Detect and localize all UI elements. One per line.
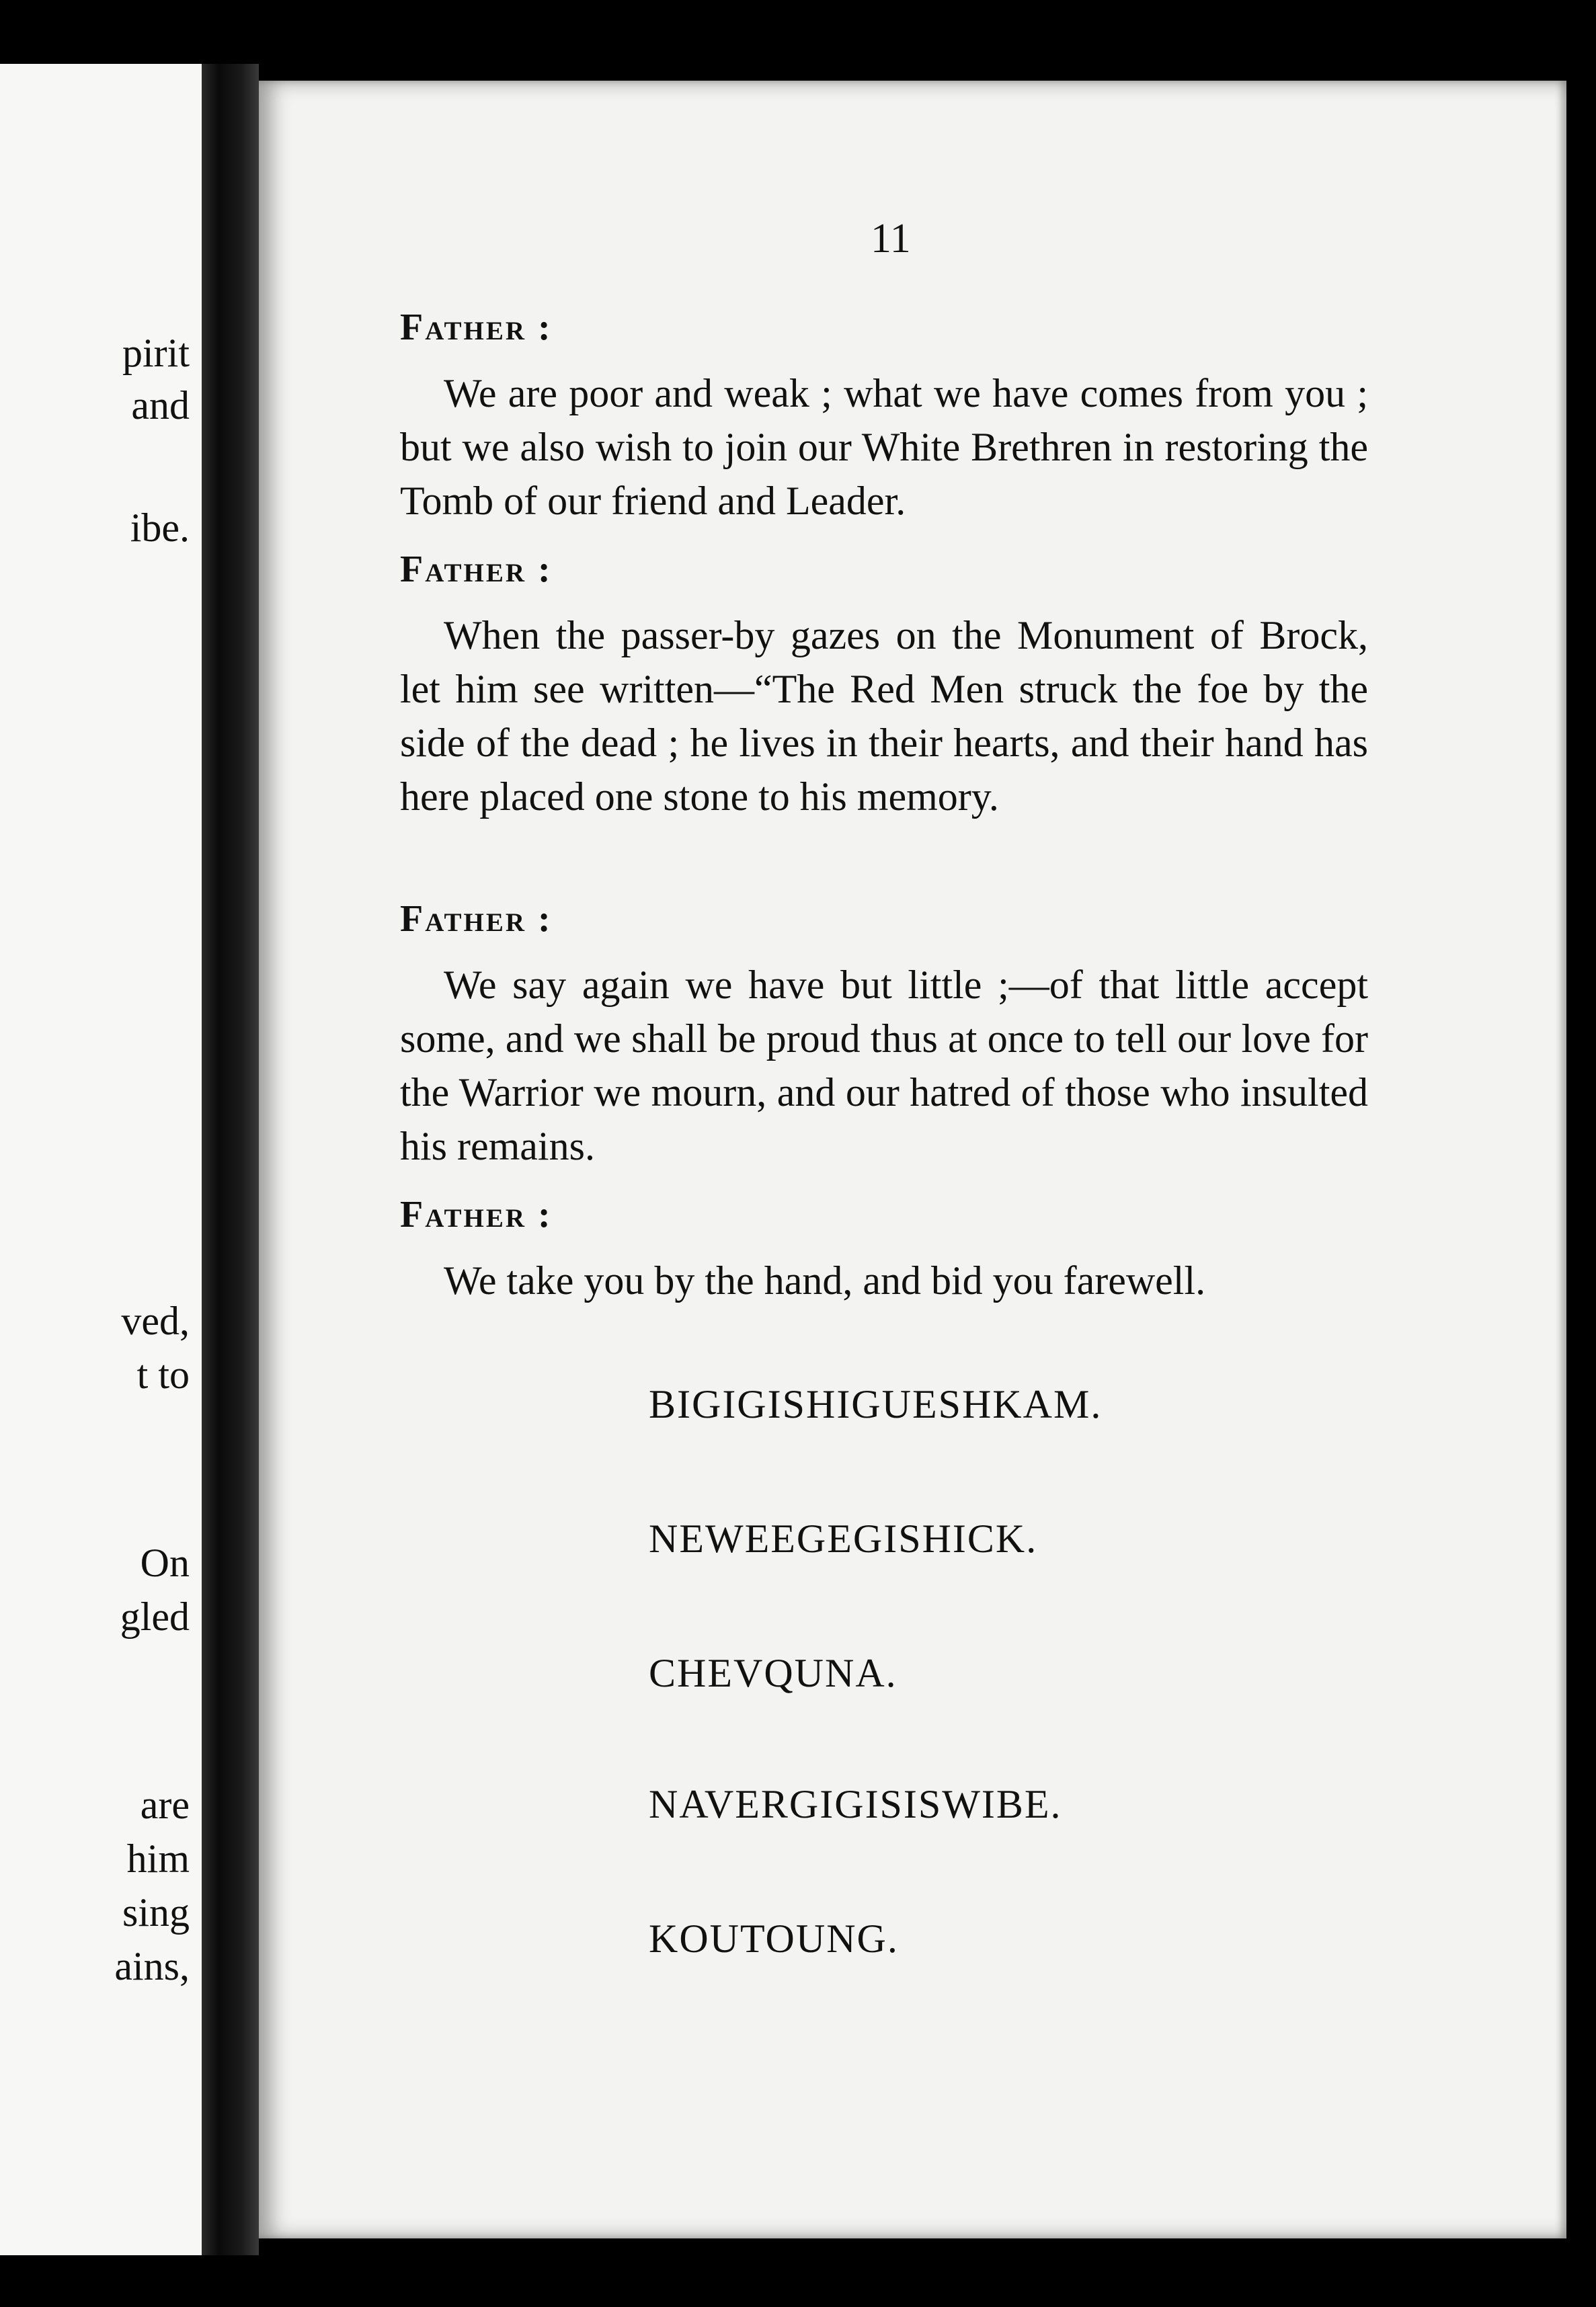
signatory-name: KOUTOUNG.: [649, 1916, 899, 1961]
facing-page-text: t to: [136, 1352, 190, 1397]
section-heading: Father :: [400, 898, 553, 940]
section-paragraph: We say again we have but little ;—of that little accept some, and we shall be proud thus at once to tell our love for the Warrior we mourn, and our hatred of those who insulted his remains.: [400, 963, 1368, 1168]
facing-page-text: him: [126, 1836, 190, 1881]
section-heading: Father :: [400, 307, 553, 348]
facing-page-text: gled: [120, 1594, 190, 1639]
facing-page-text: are: [140, 1783, 190, 1827]
facing-page-text: ains,: [114, 1944, 190, 1988]
book-page: [259, 81, 1566, 2238]
facing-page-text: and: [131, 383, 190, 428]
section-paragraph: We are poor and weak ; what we have comes from you ; but we also wish to join our White Brethren in restoring the Tomb of our friend and Leader.: [400, 371, 1368, 523]
page-number: 11: [871, 216, 911, 261]
signatory-name: NAVERGIGISISWIBE.: [649, 1782, 1062, 1826]
book-gutter: [202, 64, 259, 2255]
facing-page-text: pirit: [122, 331, 190, 375]
signatory-name: NEWEEGEGISHICK.: [649, 1516, 1038, 1561]
signatory-name: CHEVQUNA.: [649, 1651, 897, 1695]
section-paragraph: We take you by the hand, and bid you farewell.: [444, 1258, 1206, 1303]
facing-page-text: sing: [122, 1890, 190, 1935]
section-heading: Father :: [400, 549, 553, 590]
facing-page-left: [0, 64, 202, 2255]
facing-page-text: ved,: [121, 1299, 190, 1343]
facing-page-text: On: [140, 1541, 190, 1585]
signatory-name: BIGIGISHIGUESHKAM.: [649, 1382, 1103, 1426]
section-heading: Father :: [400, 1194, 553, 1236]
section-paragraph: When the passer-by gazes on the Monument of Brock, let him see written—“The Red Men struck the foe by the side of the dead ; he lives in their hearts, and their hand has here placed one stone to his memory.: [400, 613, 1368, 819]
facing-page-text: ibe.: [130, 505, 190, 550]
